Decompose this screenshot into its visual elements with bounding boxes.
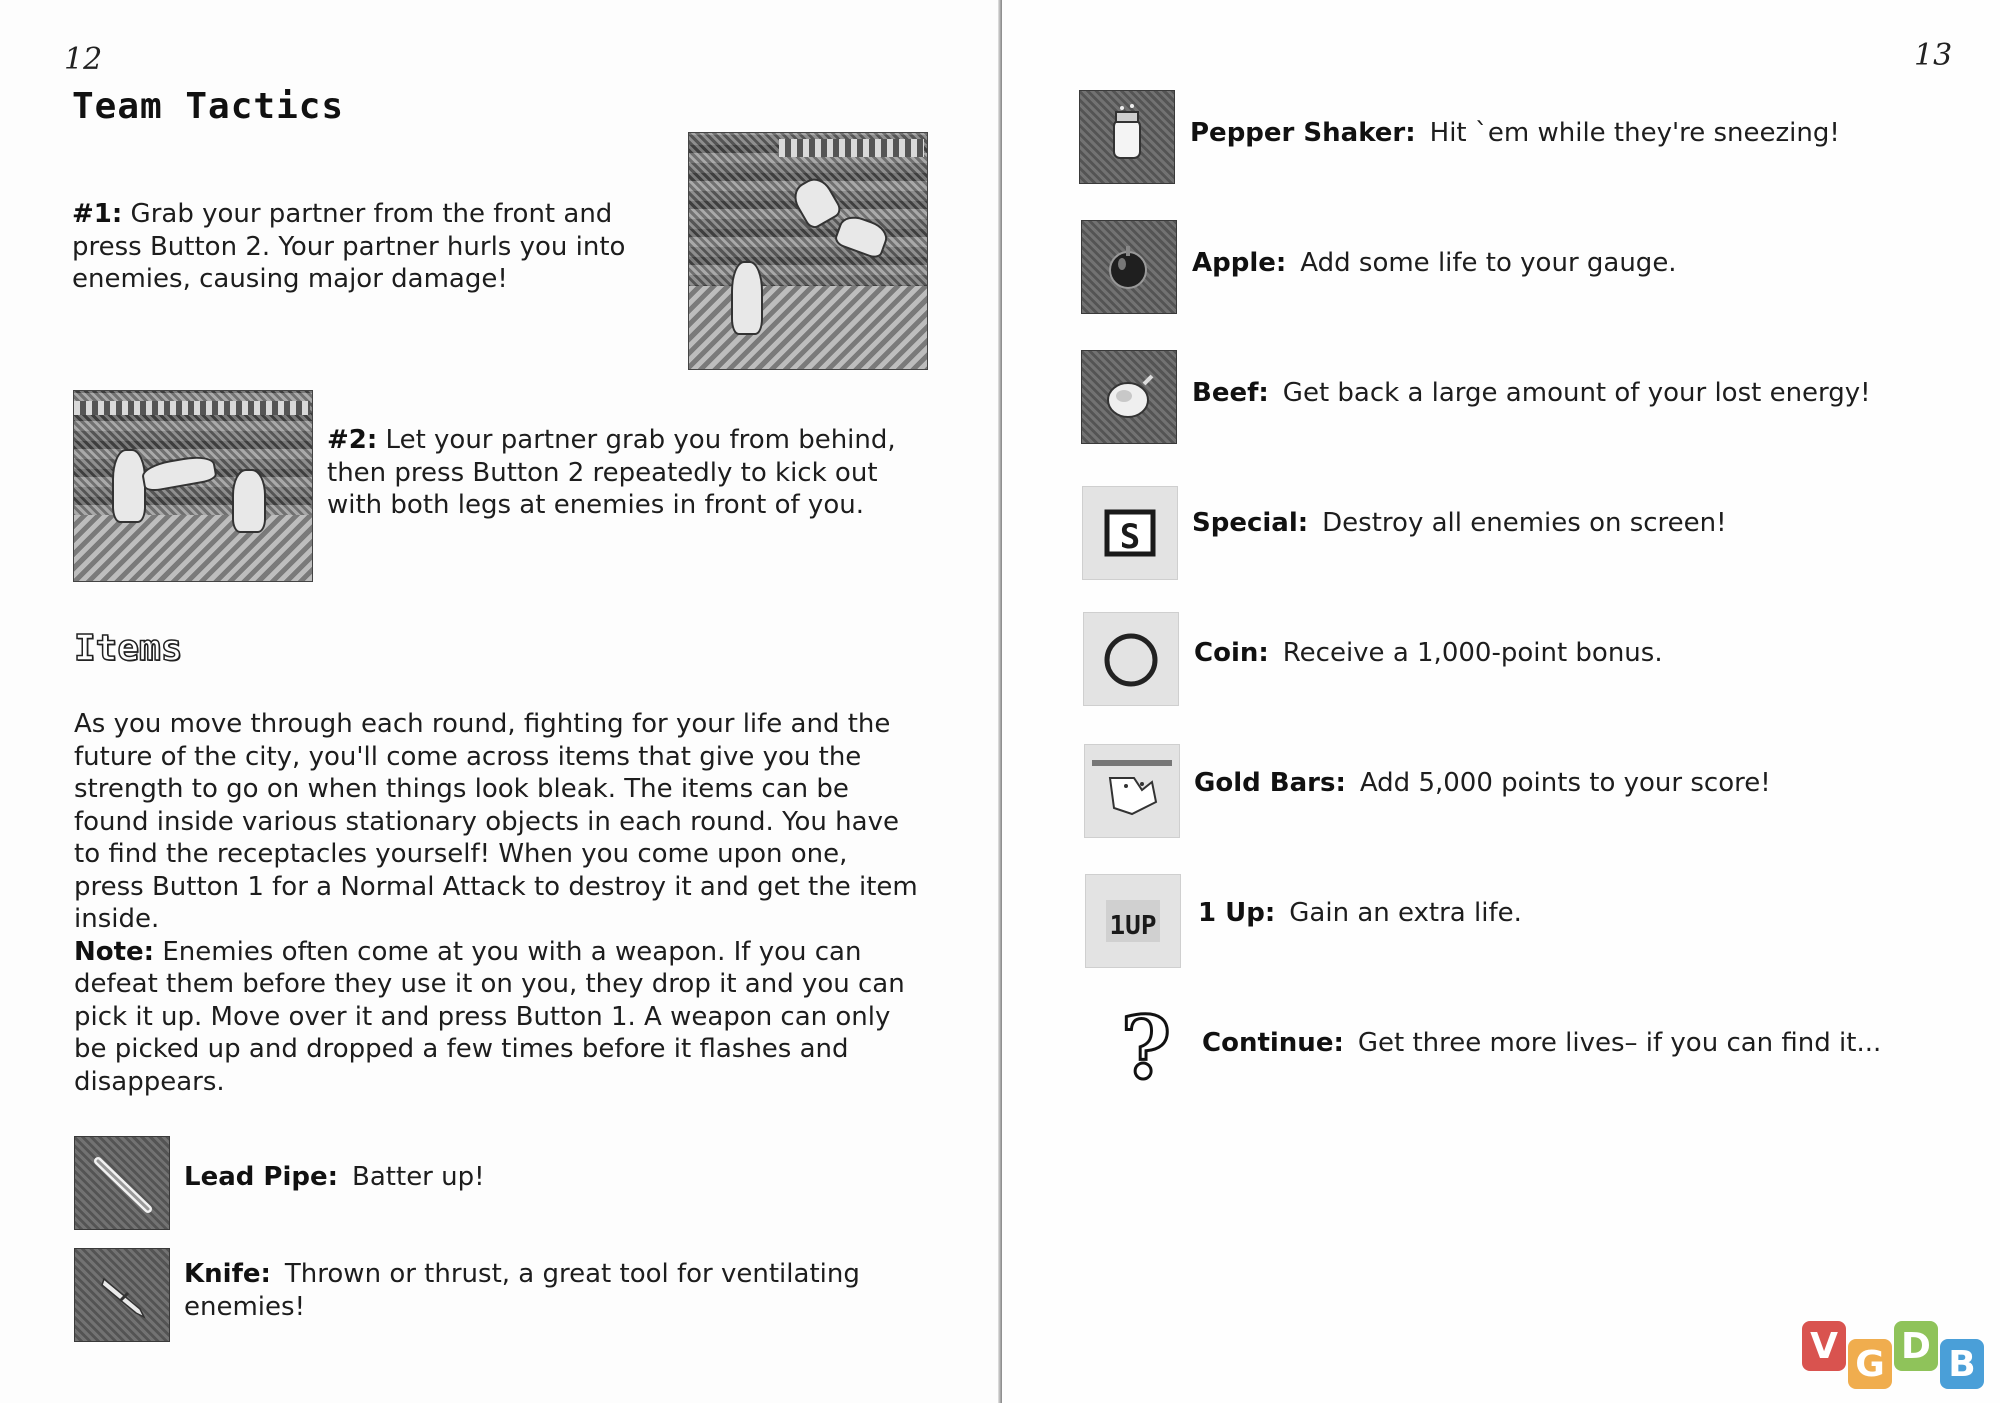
note-line: disappears. xyxy=(74,1066,225,1097)
note-line: defeat them before they use it on you, they drop it and you can xyxy=(74,969,905,999)
coin-icon xyxy=(1083,612,1179,706)
continue-item xyxy=(1202,1028,1881,1058)
question-mark-icon xyxy=(1106,1000,1186,1090)
apple-label: Apple: xyxy=(1192,248,1287,278)
pepper-shaker-label: Pepper Shaker: xyxy=(1190,118,1416,148)
screenshot-kicking-fighter xyxy=(142,455,215,491)
gold-bars-desc: Add 5,000 points to your score! xyxy=(1359,768,1771,798)
knife-desc: enemies! xyxy=(184,1292,305,1322)
vgdb-letter-d: D xyxy=(1894,1321,1938,1371)
screenshot-thrown-fighter xyxy=(791,175,841,228)
right-page xyxy=(1002,0,2000,1403)
intro-line: future of the city, you'll come across items that give you the xyxy=(74,741,862,772)
special-desc: Destroy all enemies on screen! xyxy=(1322,508,1727,538)
page-number-left: 12 xyxy=(64,42,103,77)
knife-label: Knife: xyxy=(184,1259,271,1289)
intro-line: to find the receptacles yourself! When you come upon one, xyxy=(74,839,848,869)
knife-desc: Thrown or thrust, a great tool for ventilating xyxy=(284,1259,860,1289)
apple-desc: Add some life to your gauge. xyxy=(1300,248,1677,278)
vgdb-letter-v: V xyxy=(1802,1321,1846,1371)
special-label: Special: xyxy=(1192,508,1309,538)
note-line: Enemies often come at you with a weapon. If you can xyxy=(162,936,862,967)
knife-icon xyxy=(74,1248,170,1342)
tactic-2-text xyxy=(327,424,967,522)
screenshot-beam xyxy=(779,139,924,157)
tactic-1-text xyxy=(72,198,672,296)
screenshot-partner xyxy=(114,451,144,521)
continue-label: Continue: xyxy=(1202,1028,1344,1058)
coin-label: Coin: xyxy=(1194,638,1269,668)
vgdb-letter-g: G xyxy=(1848,1339,1892,1389)
team-tactics-heading: Team Tactics xyxy=(72,86,345,127)
apple-item xyxy=(1192,248,1677,278)
tactic-2-line: then press Button 2 repeatedly to kick out xyxy=(327,457,878,488)
beef-item xyxy=(1192,378,1871,408)
continue-glyph: ? xyxy=(1120,1000,1172,1090)
tactic-2-label: #2: xyxy=(327,425,378,455)
tactic-2-line: Let your partner grab you from behind, xyxy=(385,425,896,455)
apple-icon xyxy=(1081,220,1177,314)
one-up-desc: Gain an extra life. xyxy=(1289,898,1522,928)
coin-desc: Receive a 1,000-point bonus. xyxy=(1282,638,1663,668)
screenshot-floor xyxy=(74,515,312,582)
screenshot-enemy xyxy=(835,214,888,258)
one-up-icon xyxy=(1085,874,1181,968)
lead-pipe-item xyxy=(184,1162,485,1192)
gold-bars-item xyxy=(1194,768,1771,798)
knife-item xyxy=(184,1258,860,1324)
special-glyph: S xyxy=(1119,517,1141,557)
note-label: Note: xyxy=(74,936,155,967)
note-line: be picked up and dropped a few times before it flashes and xyxy=(74,1034,849,1064)
continue-desc: Get three more lives– if you can find it... xyxy=(1357,1028,1882,1058)
special-icon xyxy=(1082,486,1178,580)
lead-pipe-label: Lead Pipe: xyxy=(184,1162,339,1192)
beef-desc: Get back a large amount of your lost energy! xyxy=(1282,378,1871,408)
intro-line: found inside various stationary objects in each round. You have xyxy=(74,806,899,837)
tactic-1-line: enemies, causing major damage! xyxy=(72,264,508,294)
screenshot-floor xyxy=(689,286,927,369)
intro-line: press Button 1 for a Normal Attack to destroy it and get the item xyxy=(74,871,918,902)
page-number-right: 13 xyxy=(1914,38,1953,73)
intro-line: inside. xyxy=(74,904,160,934)
gold-bars-icon xyxy=(1084,744,1180,838)
one-up-label: 1 Up: xyxy=(1198,898,1276,928)
screenshot-enemy xyxy=(234,471,264,531)
tactic-1-screenshot xyxy=(688,132,928,370)
items-heading: Items xyxy=(74,628,183,669)
lead-pipe-icon xyxy=(74,1136,170,1230)
intro-line: As you move through each round, fighting for your life and the xyxy=(74,709,891,739)
screenshot-partner xyxy=(733,263,761,333)
tactic-1-label: #1: xyxy=(72,199,123,229)
coin-item xyxy=(1194,638,1663,668)
tactic-2-line: with both legs at enemies in front of you. xyxy=(327,490,864,520)
screenshot-beam xyxy=(74,401,310,415)
one-up-item xyxy=(1198,898,1522,928)
tactic-1-line: Grab your partner from the front and xyxy=(130,199,613,229)
vgdb-letter-b: B xyxy=(1940,1339,1984,1389)
intro-line: strength to go on when things look bleak. The items can be xyxy=(74,774,849,804)
lead-pipe-desc: Batter up! xyxy=(352,1162,485,1192)
gold-bars-label: Gold Bars: xyxy=(1194,768,1346,798)
pepper-shaker-item xyxy=(1190,118,1840,148)
beef-label: Beef: xyxy=(1192,378,1269,408)
tactic-2-screenshot xyxy=(73,390,313,582)
pepper-shaker-desc: Hit `em while they're sneezing! xyxy=(1429,118,1840,148)
note-line: pick it up. Move over it and press Button 1. A weapon can only xyxy=(74,1001,891,1032)
tactic-1-line: press Button 2. Your partner hurls you into xyxy=(72,231,626,262)
one-up-glyph: 1UP xyxy=(1109,911,1157,941)
pepper-shaker-icon xyxy=(1079,90,1175,184)
beef-icon xyxy=(1081,350,1177,444)
special-item xyxy=(1192,508,1727,538)
items-intro-paragraph xyxy=(74,708,954,1098)
vgdb-watermark-logo xyxy=(1802,1321,1992,1396)
